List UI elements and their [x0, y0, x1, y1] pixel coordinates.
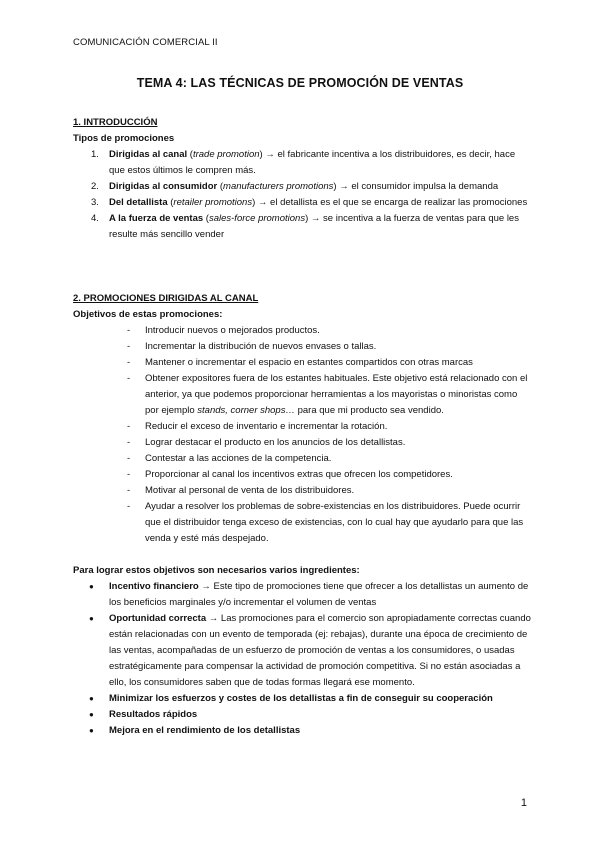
list-item: 1. Dirigidas al canal (trade promotion) → el fabricante incentiva a los distribuidores, es decir, hace que estos últimos le compren más. [91, 149, 516, 176]
section-heading: 1. INTRODUCCIÓN [73, 117, 158, 128]
section-heading: 2. PROMOCIONES DIRIGIDAS AL CANAL [73, 293, 259, 304]
page-number: 1 [520, 797, 527, 809]
section-introduccion [73, 115, 533, 243]
list-item: - Contestar a las acciones de la competencia. [127, 453, 332, 464]
list-item: - Reducir el exceso de inventario e incrementar la rotación. [127, 421, 388, 432]
list-item: ● Minimizar los esfuerzos y costes de los detallistas a fin de conseguir su cooperación [89, 693, 493, 704]
list-item: - Obtener expositores fuera de los estantes habituales. Este objetivo está relacionado con el anterior, ya que podemos proporcionar herramientas a los mayoristas o minoristas como por ejemplo stands, corner shops… para que mi producto sea vendido. [127, 373, 528, 416]
list-item: 4. A la fuerza de ventas (sales-force promotions) → se incentiva a la fuerza de ventas para que les resulte más sencillo vender [91, 213, 519, 240]
list-item: - Incrementar la distribución de nuevos envases o tallas. [127, 341, 377, 352]
list-item: ● Incentivo financiero → Este tipo de promociones tiene que ofrecer a los detallistas un aumento de los beneficios marginales y/o incrementar el volumen de ventas [89, 581, 529, 608]
list-item: 2. Dirigidas al consumidor (manufacturers promotions) → el consumidor impulsa la demanda [91, 181, 499, 192]
list-item: - Ayudar a resolver los problemas de sobre-existencias en los distribuidores. Puede ocurrir que el distribuidor tenga exceso de existencias, con lo cual hay que ayudarlo para que las venda y esté más despejado. [127, 501, 524, 544]
ingredients-heading: Para lograr estos objetivos son necesarios varios ingredientes: [73, 565, 360, 576]
list-item: - Lograr destacar el producto en los anuncios de los detallistas. [127, 437, 406, 448]
list-item: - Introducir nuevos o mejorados productos. [127, 325, 320, 336]
page-title: TEMA 4: LAS TÉCNICAS DE PROMOCIÓN DE VENTAS [136, 76, 464, 90]
section-subheading: Tipos de promociones [73, 133, 175, 144]
list-item: 3. Del detallista (retailer promotions) → el detallista es el que se encarga de realizar las promociones [91, 197, 528, 208]
list-item: - Motivar al personal de venta de los distribuidores. [127, 485, 355, 496]
list-item: ● Resultados rápidos [89, 709, 198, 720]
section-subheading: Objetivos de estas promociones: [73, 309, 223, 320]
list-item: - Mantener o incrementar el espacio en estantes compartidos con otras marcas [127, 357, 473, 368]
list-item: ● Mejora en el rendimiento de los detallistas [89, 725, 301, 736]
section-promociones-canal [73, 291, 533, 739]
list-item: ● Oportunidad correcta → Las promociones para el comercio son apropiadamente correctas cuando están relacionadas con un evento de temporada (ej: rebajas), durante una época de crecimiento de las ventas, acompañadas de un esfuerzo de promoción de ventas a los consumidores, o usadas estratégicamente para compensar la actividad de promoción competitiva. Si no están asociadas a ello, los consumidores saben que de todas formas llegará ese momento. [89, 613, 531, 688]
list-item: - Proporcionar al canal los incentivos extras que ofrecen los competidores. [127, 469, 453, 480]
document-header: COMUNICACIÓN COMERCIAL II [73, 37, 218, 48]
